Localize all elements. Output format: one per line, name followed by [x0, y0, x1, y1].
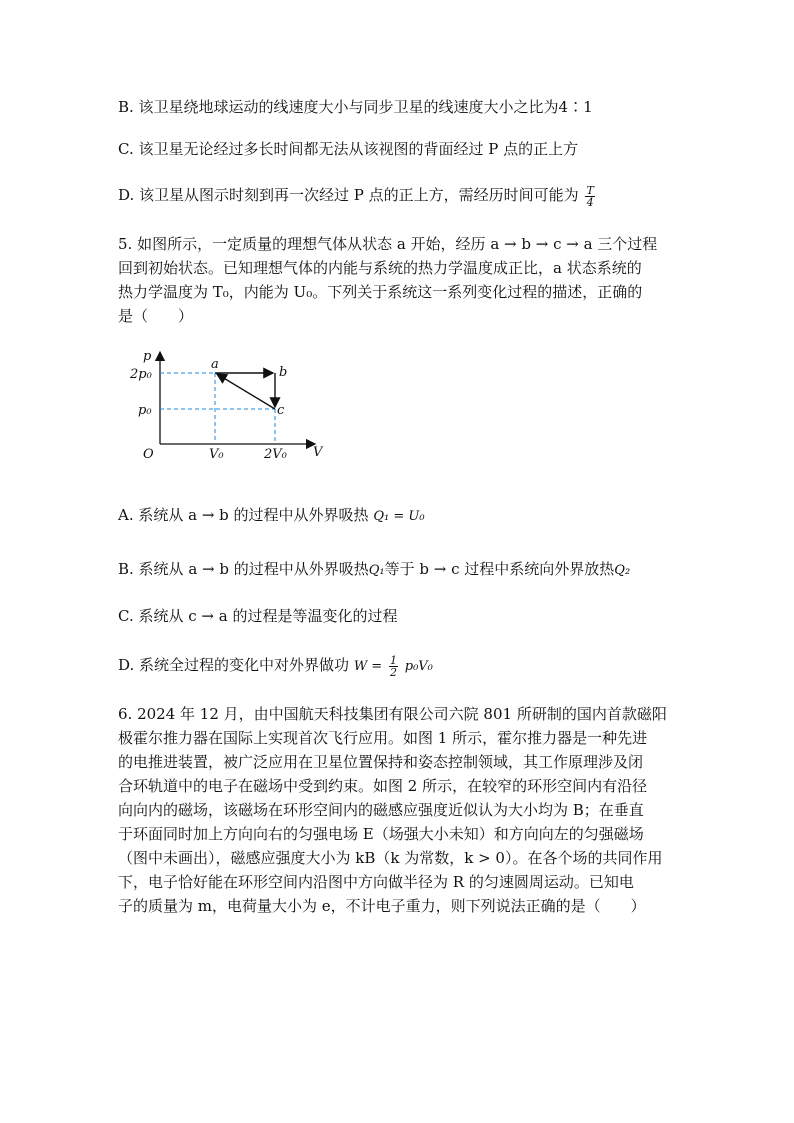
q6-line-6: 于环面同时加上方向向右的匀强电场 E（场强大小未知）和方向向左的匀强磁场 [118, 825, 644, 843]
q6-line-9: 子的质量为 m，电荷量大小为 e，不计电子重力，则下列说法正确的是（ ） [118, 897, 646, 915]
state-b-label: b [279, 365, 288, 380]
q6-line-8: 下，电子恰好能在环形空间内沿图中方向做半径为 R 的匀速圆周运动。已知电 [118, 873, 634, 891]
q5-line-2: 回到初始状态。已知理想气体的内能与系统的热力学温度成正比，a 状态系统的 [118, 259, 642, 277]
state-c-label: c [277, 403, 285, 418]
q6-line-3: 的电推进装置，被广泛应用在卫星位置保持和姿态控制领域，其工作原理涉及闭 [118, 753, 644, 771]
q4-option-d [118, 184, 597, 208]
q4-option-b: B. 该卫星绕地球运动的线速度大小与同步卫星的线速度大小之比为4∶1 [118, 98, 593, 116]
q5-option-b-text-1: B. 系统从 a → b 的过程中从外界吸热 [118, 560, 369, 578]
v-axis-label: V [313, 445, 323, 460]
q6-line-5: 向向内的磁场，该磁场在环形空间内的磁感应强度近似认为大小均为 B；在垂直 [118, 801, 644, 819]
q5-line-3: 热力学温度为 T₀，内能为 U₀。下列关于系统这一系列变化过程的描述，正确的 [118, 283, 643, 301]
process-c-a [217, 374, 275, 409]
q4-option-d-text: D. 该卫星从图示时刻到再一次经过 P 点的正上方，需经历时间可能为 [118, 186, 579, 204]
p-axis-label: p [143, 349, 152, 364]
q5-option-d [118, 654, 433, 678]
tick-v0: V₀ [209, 447, 224, 462]
q5-option-b [118, 558, 630, 582]
pv-diagram-svg [125, 346, 325, 466]
q6-line-1: 6. 2024 年 12 月，由中国航天科技集团有限公司六院 801 所研制的国内首款磁阳 [118, 705, 667, 723]
q5-option-c: C. 系统从 c → a 的过程是等温变化的过程 [118, 607, 398, 625]
q5-option-b-math-2: Q₂ [614, 563, 631, 578]
pv-diagram [125, 346, 325, 466]
q5-option-a-text: A. 系统从 a → b 的过程中从外界吸热 [118, 506, 369, 524]
fraction-numerator: T [586, 183, 594, 197]
q5-option-d-math-pre: W = [353, 659, 383, 674]
tick-p0: p₀ [138, 403, 152, 418]
q5-option-d-fraction [389, 655, 398, 678]
q6-line-7: （图中未画出），磁感应强度大小为 kB（k 为常数，k > 0）。在各个场的共同作用 [118, 849, 663, 867]
q5-option-d-text: D. 系统全过程的变化中对外界做功 [118, 656, 350, 674]
tick-2v0: 2V₀ [264, 447, 287, 462]
fraction-numerator: 1 [389, 653, 397, 667]
origin-label: O [143, 447, 154, 462]
q5-line-1: 5. 如图所示，一定质量的理想气体从状态 a 开始，经历 a → b → c → a 三个过程 [118, 235, 658, 253]
q5-stem [118, 232, 678, 328]
q6-stem [118, 702, 678, 918]
q5-option-a [118, 504, 425, 528]
tick-2p0: 2p₀ [130, 367, 152, 382]
q5-option-d-math-post: p₀V₀ [404, 659, 433, 674]
q4-option-d-fraction [585, 185, 594, 208]
q5-option-b-text-2: 等于 b → c 过程中系统向外界放热 [384, 560, 615, 578]
q5-line-4: 是（ ） [118, 307, 194, 325]
fraction-denominator: 4 [586, 195, 594, 209]
state-a-label: a [211, 357, 219, 372]
q6-line-2: 极霍尔推力器在国际上实现首次飞行应用。如图 1 所示，霍尔推力器是一种先进 [118, 729, 648, 747]
q5-option-a-math: Q₁ = U₀ [373, 509, 425, 524]
q4-option-c: C. 该卫星无论经过多长时间都无法从该视图的背面经过 P 点的正上方 [118, 140, 579, 158]
fraction-denominator: 2 [389, 665, 397, 679]
q6-line-4: 合环轨道中的电子在磁场中受到约束。如图 2 所示，在较窄的环形空间内有沿径 [118, 777, 648, 795]
q5-option-b-math-1: Q₁ [368, 563, 385, 578]
